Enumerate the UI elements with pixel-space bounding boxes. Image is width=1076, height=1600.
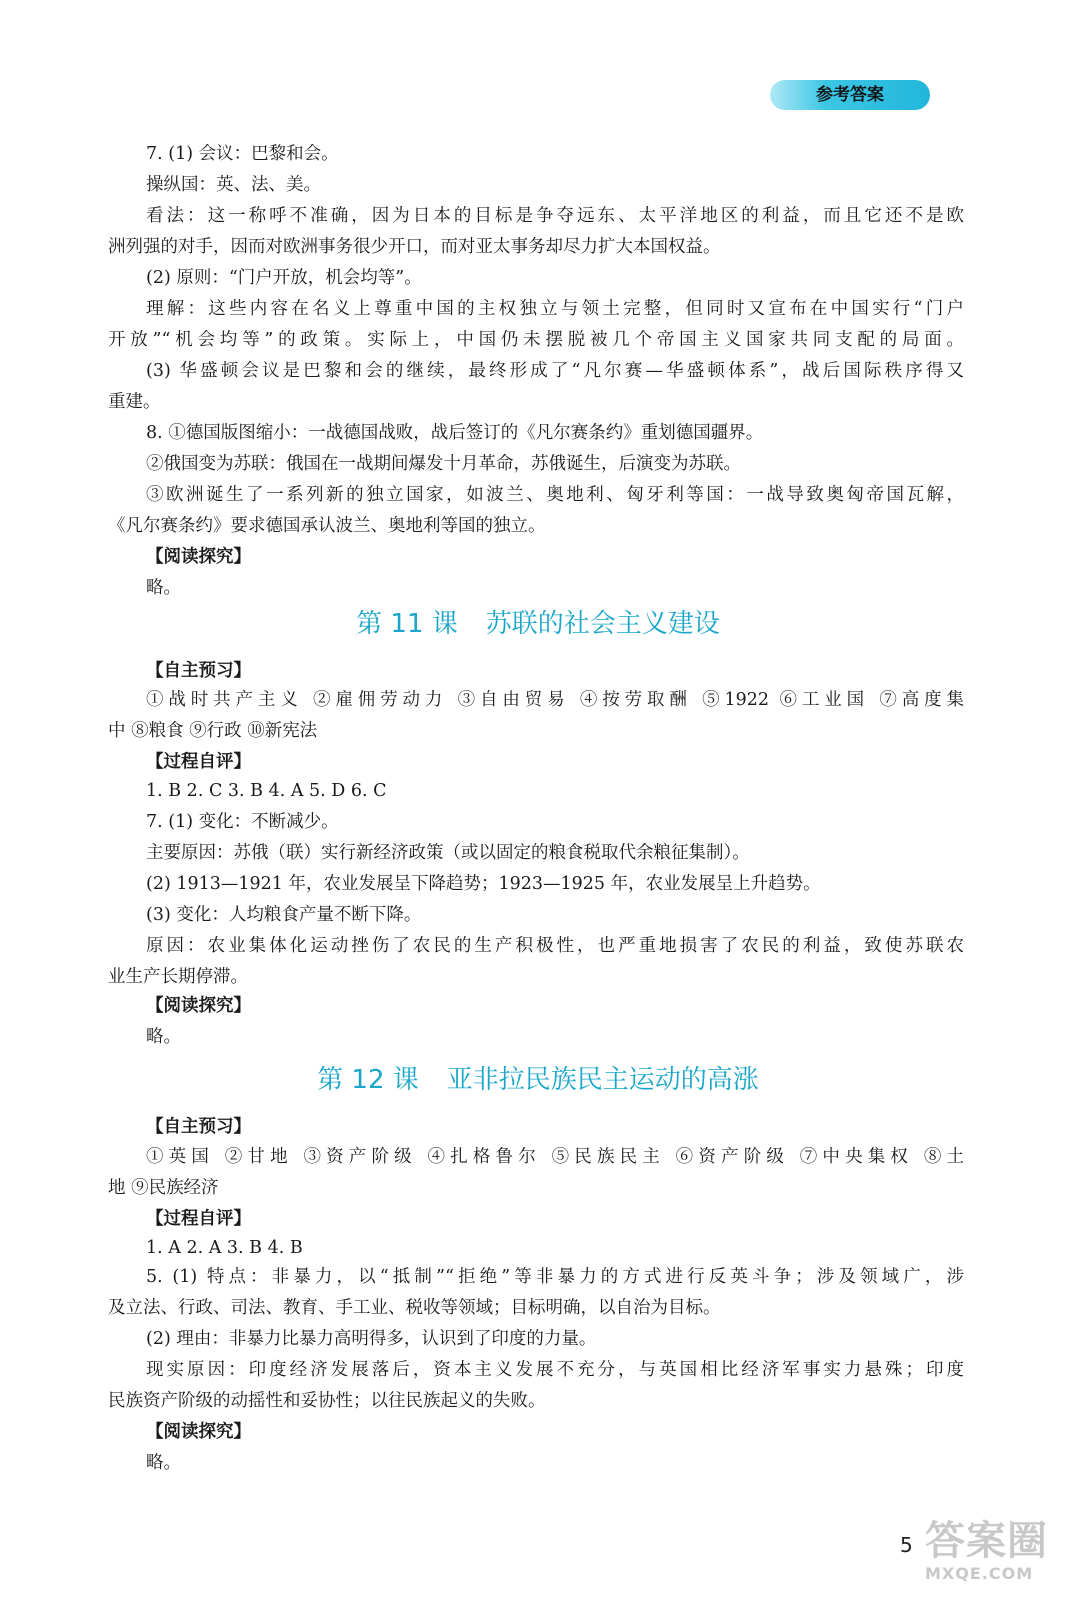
l11-reading-text: 略。 [146, 1027, 181, 1047]
l12-q5-1-line-2: 及立法、行政、司法、教育、手工业、税收等领域；目标明确，以自治为目标。 [108, 1298, 721, 1318]
lesson-11-title [0, 608, 1076, 640]
l12-q5-1-line-1: 5. (1) 特点：非暴力，以“抵制”“拒绝”等非暴力的方式进行反英斗争；涉及领域广，涉 [146, 1267, 964, 1287]
l11-q7-1: 7. (1) 变化：不断减少。 [146, 812, 339, 832]
lesson-12-name: 亚非拉民族民主运动的高涨 [446, 1065, 759, 1095]
view-text-1: 看法：这一称呼不准确，因为日本的目标是争夺远东、太平洋地区的利益，而且它还不是欧 [146, 206, 964, 226]
l12-preview-line-1: ①英国 ②甘地 ③资产阶级 ④扎格鲁尔 ⑤民族民主 ⑥资产阶级 ⑦中央集权 ⑧土 [146, 1147, 964, 1167]
l11-reading-heading: 【阅读探究】 [146, 996, 251, 1016]
watermark-logo: 答案圈 [925, 1518, 1048, 1564]
l12-reading-heading: 【阅读探究】 [146, 1422, 251, 1442]
q7-1-text: 7. (1) 会议：巴黎和会。 [146, 144, 339, 164]
lesson-12-title [0, 1064, 1076, 1096]
l11-preview-line-1: ①战时共产主义 ②雇佣劳动力 ③自由贸易 ④按劳取酬 ⑤1922 ⑥工业国 ⑦高度集 [146, 690, 964, 710]
watermark [925, 1518, 1060, 1590]
l11-preview-heading: 【自主预习】 [146, 661, 251, 681]
l12-answers: 1. A 2. A 3. B 4. B [146, 1238, 303, 1258]
l11-cause-1: 原因：农业集体化运动挫伤了农民的生产积极性，也严重地损害了农民的利益，致使苏联农 [146, 936, 964, 956]
q8-3-text-1: ③欧洲诞生了一系列新的独立国家，如波兰、奥地利、匈牙利等国：一战导致奥匈帝国瓦解， [146, 485, 964, 505]
watermark-url: MXQE.COM [925, 1564, 1034, 1583]
l12-reading-text: 略。 [146, 1453, 181, 1473]
understanding-text-1: 理解：这些内容在名义上尊重中国的主权独立与领土完整，但同时又宣布在中国实行“门户 [146, 299, 964, 319]
l11-q7-2: (2) 1913—1921 年，农业发展呈下降趋势；1923—1925 年，农业发展呈上升趋势。 [146, 874, 821, 894]
q7-2-text: (2) 原则：“门户开放，机会均等”。 [146, 268, 422, 288]
understanding-text-2: 开放”“机会均等”的政策。实际上，中国仍未摆脱被几个帝国主义国家共同支配的局面。 [108, 330, 964, 350]
q8-1-text: 8. ①德国版图缩小：一战德国战败，战后签订的《凡尔赛条约》重划德国疆界。 [146, 423, 764, 443]
l12-real-reason-2: 民族资产阶级的动摇性和妥协性；以往民族起义的失败。 [108, 1391, 546, 1411]
reading-text: 略。 [146, 578, 181, 598]
reading-heading: 【阅读探究】 [146, 547, 251, 567]
l11-cause-2: 业生产长期停滞。 [108, 967, 248, 987]
l12-process-heading: 【过程自评】 [146, 1209, 251, 1229]
manipulators-text: 操纵国：英、法、美。 [146, 175, 321, 195]
l12-real-reason-1: 现实原因：印度经济发展落后，资本主义发展不充分，与英国相比经济军事实力悬殊；印度 [146, 1360, 964, 1380]
page-number: 5 [900, 1533, 913, 1557]
l11-q7-3: (3) 变化：人均粮食产量不断下降。 [146, 905, 422, 925]
l11-answers: 1. B 2. C 3. B 4. A 5. D 6. C [146, 781, 387, 801]
q7-3-text-2: 重建。 [108, 392, 161, 412]
lesson-11-number: 第 11 课 [356, 609, 458, 639]
l11-reason: 主要原因：苏俄（联）实行新经济政策（或以固定的粮食税取代余粮征集制）。 [146, 843, 750, 863]
lesson-12-number: 第 12 课 [317, 1065, 419, 1095]
l12-preview-line-2: 地 ⑨民族经济 [108, 1178, 219, 1198]
q8-2-text: ②俄国变为苏联：俄国在一战期间爆发十月革命，苏俄诞生，后演变为苏联。 [146, 454, 741, 474]
l12-preview-heading: 【自主预习】 [146, 1117, 251, 1137]
answer-key-badge: 参考答案 [770, 80, 930, 110]
lesson-11-name: 苏联的社会主义建设 [485, 609, 720, 639]
l11-process-heading: 【过程自评】 [146, 752, 251, 772]
view-text-2: 洲列强的对手，因而对欧洲事务很少开口，而对亚太事务却尽力扩大本国权益。 [108, 237, 721, 257]
l11-preview-line-2: 中 ⑧粮食 ⑨行政 ⑩新宪法 [108, 721, 318, 741]
l12-q5-2: (2) 理由：非暴力比暴力高明得多，认识到了印度的力量。 [146, 1329, 597, 1349]
q7-3-text-1: (3) 华盛顿会议是巴黎和会的继续，最终形成了“凡尔赛—华盛顿体系”，战后国际秩序得又 [146, 361, 964, 381]
q8-3-text-2: 《凡尔赛条约》要求德国承认波兰、奥地利等国的独立。 [108, 516, 546, 536]
